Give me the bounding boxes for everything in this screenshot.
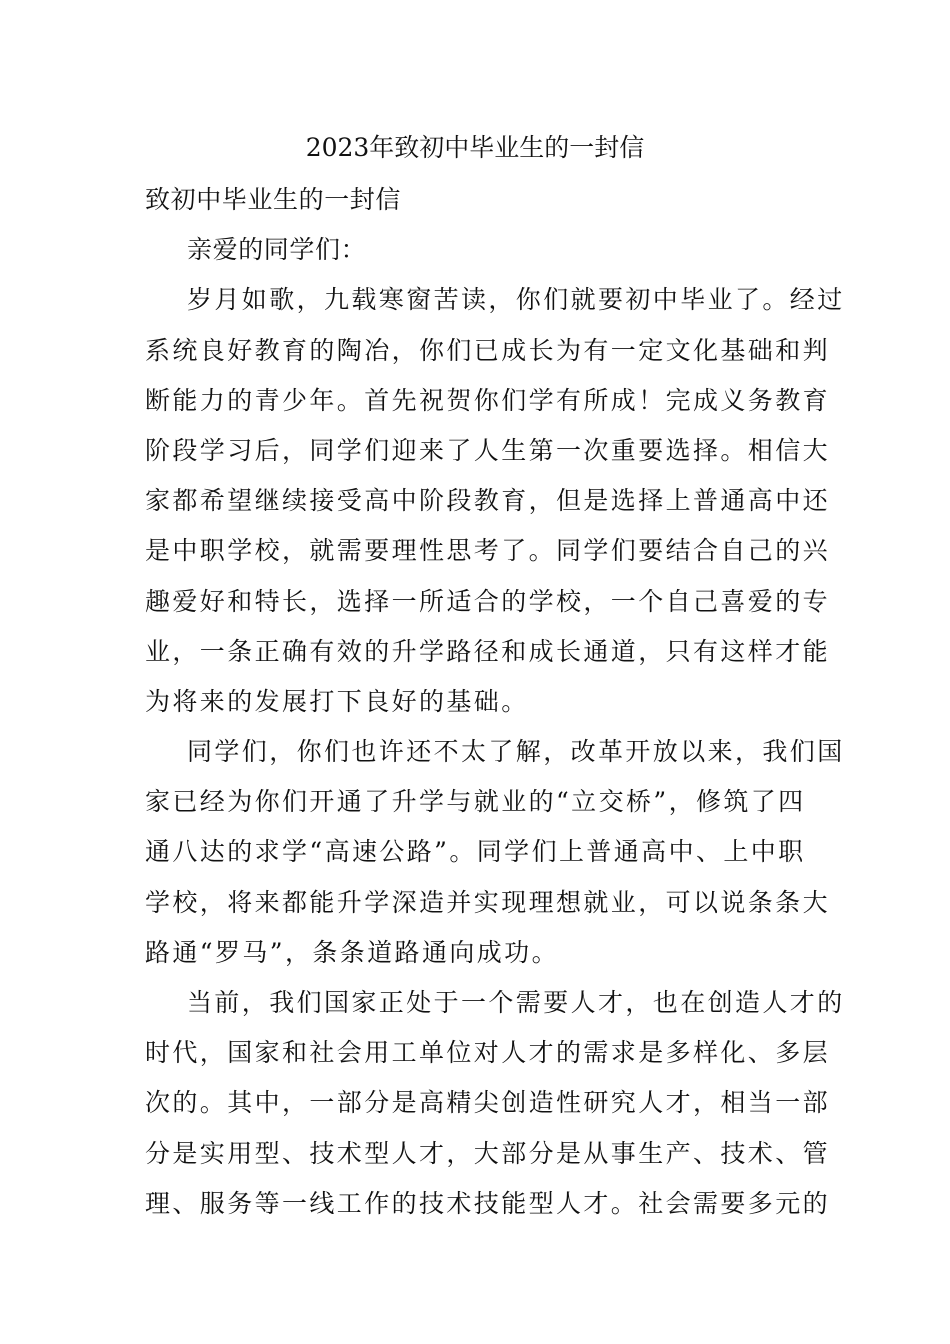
document-title: 2023年致初中毕业生的一封信 [305, 133, 645, 162]
paragraph-line: 分是实用型、技术型人才，大部分是从事生产、技术、管 [145, 1138, 831, 1168]
paragraph-line: 同学们，你们也许还不太了解，改革开放以来，我们国 [187, 737, 845, 767]
paragraph-line: 业，一条正确有效的升学路径和成长通道，只有这样才能 [145, 636, 831, 666]
paragraph-line: 家都希望继续接受高中阶段教育，但是选择上普通高中还 [145, 486, 831, 516]
paragraph-line: 家已经为你们开通了升学与就业的“立交桥”，修筑了四 [145, 787, 806, 817]
paragraph-line: 路通“罗马”，条条道路通向成功。 [145, 937, 559, 967]
document-subtitle: 致初中毕业生的一封信 [145, 185, 402, 214]
paragraph-line: 理、服务等一线工作的技术技能型人才。社会需要多元的 [145, 1188, 831, 1218]
paragraph-2 [145, 732, 845, 983]
document-body [145, 180, 845, 1234]
paragraph-line: 是中职学校，就需要理性思考了。同学们要结合自己的兴 [145, 536, 831, 566]
paragraph-line: 岁月如歌，九载寒窗苦读，你们就要初中毕业了。经过 [187, 285, 845, 315]
paragraph-line: 时代，国家和社会用工单位对人才的需求是多样化、多层 [145, 1038, 831, 1068]
paragraph-line: 系统良好教育的陶冶，你们已成长为有一定文化基础和判 [145, 335, 831, 365]
paragraph-line: 断能力的青少年。首先祝贺你们学有所成！完成义务教育 [145, 385, 831, 415]
paragraph-3 [145, 983, 845, 1234]
paragraph-line: 当前，我们国家正处于一个需要人才，也在创造人才的 [187, 988, 845, 1017]
paragraph-line: 为将来的发展打下良好的基础。 [145, 686, 529, 716]
paragraph-line: 阶段学习后，同学们迎来了人生第一次重要选择。相信大 [145, 435, 831, 465]
paragraph-1 [145, 280, 845, 732]
paragraph-line: 通八达的求学“高速公路”。同学们上普通高中、上中职 [145, 837, 806, 867]
paragraph-line: 学校，将来都能升学深造并实现理想就业，可以说条条大 [145, 887, 831, 917]
paragraph-line: 趣爱好和特长，选择一所适合的学校，一个自己喜爱的专 [145, 586, 831, 616]
salutation: 亲爱的同学们： [187, 235, 367, 265]
paragraph-line: 次的。其中，一部分是高精尖创造性研究人才，相当一部 [145, 1088, 831, 1118]
